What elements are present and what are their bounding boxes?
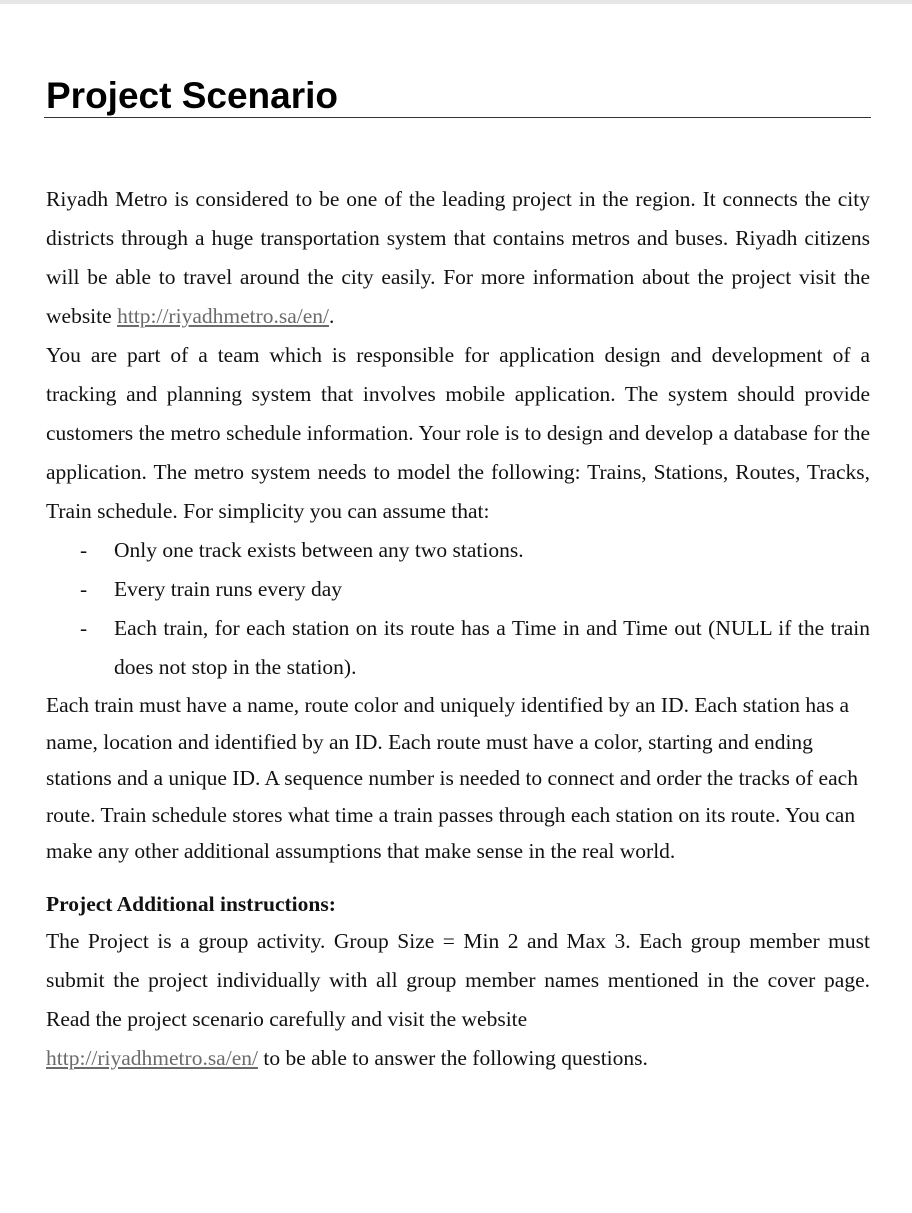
assumptions-list [46, 531, 870, 687]
riyadh-metro-link[interactable]: http://riyadhmetro.sa/en/ [117, 304, 330, 328]
page-title: Project Scenario [46, 75, 339, 116]
list-item [46, 531, 870, 570]
instructions-end: to be able to answer the following questions. [257, 1045, 648, 1070]
role-paragraph: You are part of a team which is responsible for application design and development of a tracking and planning system that involves mobile application. The system should provide customers the metro schedule information. Your role is to design and develop a database for the application. The metro system needs to model the following: Trains, Stations, Routes, Tracks, Train schedule. For simplicity you can assume that: [46, 343, 870, 523]
instructions-paragraph [46, 922, 870, 1078]
list-item [46, 570, 870, 609]
intro-text: Riyadh Metro is considered to be one of the leading project in the region. It connects the city districts through a huge transportation system that contains metros and buses. Riyadh citizens will be able to travel around the city easily. For more information about the project visit the website [46, 187, 870, 328]
intro-paragraph [46, 180, 870, 336]
list-item-text: Only one track exists between any two stations. [114, 538, 524, 562]
list-item-text: Every train runs every day [114, 577, 343, 601]
intro-end: . [329, 304, 335, 328]
list-bullet: - [80, 616, 88, 640]
list-bullet: - [80, 538, 88, 562]
instructions-text: The Project is a group activity. Group Size = Min 2 and Max 3. Each group member must submit the project individually with all group member names mentioned in the cover page. Read the project scenario carefully and visit the website [46, 928, 870, 1031]
list-item [46, 609, 870, 687]
top-border [0, 0, 912, 4]
list-item-text: Each train, for each station on its route has a Time in and Time out (NULL if the train does not stop in the station). [114, 616, 870, 679]
list-bullet: - [80, 577, 88, 601]
title-underline [44, 117, 871, 118]
document-page [46, 74, 870, 1078]
riyadh-metro-link-2[interactable]: http://riyadhmetro.sa/en/ [46, 1045, 258, 1070]
instructions-heading: Project Additional instructions: [46, 891, 336, 916]
details-paragraph: Each train must have a name, route color and uniquely identified by an ID. Each station has a name, location and identified by an ID. Each route must have a color, starting and ending stations and a unique ID. A sequence number is needed to connect and order the tracks of each route. Train schedule stores what time a train passes through each station on its route. You can make any other additional assumptions that make sense in the real world. [46, 693, 858, 863]
